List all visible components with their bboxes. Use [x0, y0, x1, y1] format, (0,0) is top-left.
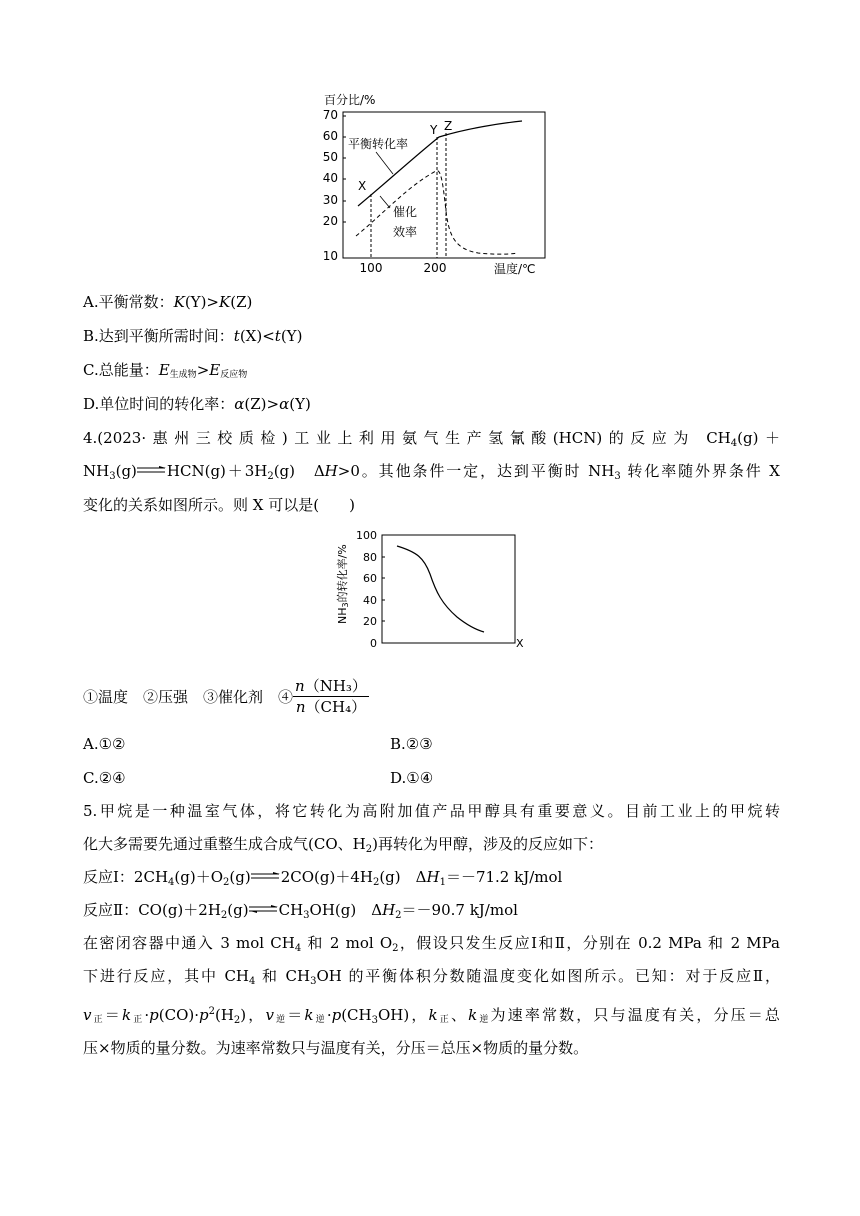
fig2-xlabel: X [516, 637, 524, 650]
fig1-equilibrium-curve [358, 121, 522, 206]
q5-line-8: 压×物质的量分数。为速率常数只与温度有关，分压＝总压×物质的量分数。 [83, 1039, 589, 1057]
fig1-ytick: 20 [322, 214, 338, 228]
fig1-ytick: 50 [322, 150, 338, 164]
fig1-label-cat1: 催化 [393, 205, 418, 219]
fig1-xtick: 200 [423, 261, 447, 275]
q4-option-a: A.①② [83, 735, 126, 753]
q3-option-d: D.单位时间的转化率：α(Z)>α(Y) [83, 395, 311, 413]
fig2-ytick: 100 [356, 529, 377, 542]
fig1-yticks [323, 108, 338, 263]
fig2-ytick: 60 [363, 572, 377, 585]
q4-conditions: ①温度 ②压强 ③催化剂 ④ $\frac{\text{n（NH₃）}}{\text{n（CH₄）}}$ [83, 676, 367, 716]
q3-option-a: A.平衡常数：K(Y)>K(Z) [83, 293, 253, 311]
fig1-ytick: 30 [322, 193, 338, 207]
fig1-label-z: Z [444, 119, 453, 133]
fig1-ytick: 60 [322, 129, 338, 143]
figure-nh3-conversion [332, 524, 532, 660]
q5-line-7: v正＝k正$\cdot p(CO)\cdot p^2(H_2)$，v逆＝k逆$\cdot p(CH_3OH)$，k正、k逆为速率常数，只与温度有关，分压＝总 [83, 1006, 780, 1026]
q4-line-3: 变化的关系如图所示。则 X 可以是( ) [83, 496, 355, 514]
fig1-xlabel: 温度/℃ [494, 262, 536, 276]
fig1-ytick: 70 [322, 108, 338, 122]
fig2-curve [397, 546, 484, 632]
q4-option-d: D.①④ [390, 769, 434, 787]
fig2-ytick: 0 [370, 637, 377, 650]
q4-option-b: B.②③ [390, 735, 433, 753]
q4-option-c: C.②④ [83, 769, 126, 787]
fig2-ytick: 40 [363, 594, 377, 607]
q5-line-5: 在密闭容器中通入 3 mol $CH_4$ 和 2 mol $O_2$，假设只发生反应Ⅰ和Ⅱ，分别在 0.2 MPa 和 2 MPa [83, 934, 781, 954]
q5-reaction-2: 反应Ⅱ：$CO(g)+2H_2(g)$ $CH_3OH(g)$ $\Delta H_2=-90.7$ kJ/mol [83, 901, 518, 921]
fig1-ytick: 40 [322, 171, 338, 185]
fig1-label-eq: 平衡转化率 [348, 137, 409, 151]
q4-line-2: $NH_3(g)$ $HCN(g)+3H_2(g)$ ΔH>0。其他条件一定，达到平衡时 $NH_3$ 转化率随外界条件 X [83, 462, 780, 482]
fig2-ytick: 80 [363, 551, 377, 564]
fig2-ylabel: NH3的转化率/% [336, 544, 350, 624]
equilibrium-arrow-icon [249, 905, 279, 913]
equilibrium-arrow-icon [137, 466, 167, 474]
fig1-label-cat2: 效率 [393, 225, 418, 239]
q5-line-2: 化大多需要先通过重整生成合成气(CO、$H_2$)再转化为甲醇，涉及的反应如下： [83, 835, 603, 855]
q3-option-b: B.达到平衡所需时间：t(X)<t(Y) [83, 327, 303, 345]
fig1-label-y: Y [430, 123, 438, 137]
q4-line-1: 4.(2023·惠州三校质检)工业上利用氨气生产氢氰酸(HCN)的反应为 $CH_4(g)+$ [83, 429, 780, 449]
ratio-fraction: $\frac{\text{n（NH₃）}}{\text{n（CH₄）}}$ [295, 676, 367, 716]
fig1-label-x: X [358, 179, 367, 193]
fig1-xtick: 100 [359, 261, 383, 275]
fig2-ytick: 20 [363, 615, 377, 628]
figure-conversion-vs-temperature [318, 86, 548, 278]
q5-reaction-1: 反应Ⅰ：$2CH_4(g)+O_2(g)$ $2CO(g)+4H_2(g)$ $\Delta H_1=-71.2$ kJ/mol [83, 868, 563, 888]
q5-line-1: 5.甲烷是一种温室气体，将它转化为高附加值产品甲醇具有重要意义。目前工业上的甲烷转 [83, 802, 780, 820]
fig1-ytick: 10 [322, 249, 338, 263]
q3-option-c: C.总能量：E生成物>E反应物 [83, 361, 248, 380]
q5-line-6: 下进行反应，其中 $CH_4$ 和 $CH_3OH$ 的平衡体积分数随温度变化如图所示。已知：对于反应Ⅱ， [83, 967, 780, 987]
equilibrium-arrow-icon [251, 872, 281, 880]
fig1-ylabel: 百分比/% [324, 93, 376, 107]
